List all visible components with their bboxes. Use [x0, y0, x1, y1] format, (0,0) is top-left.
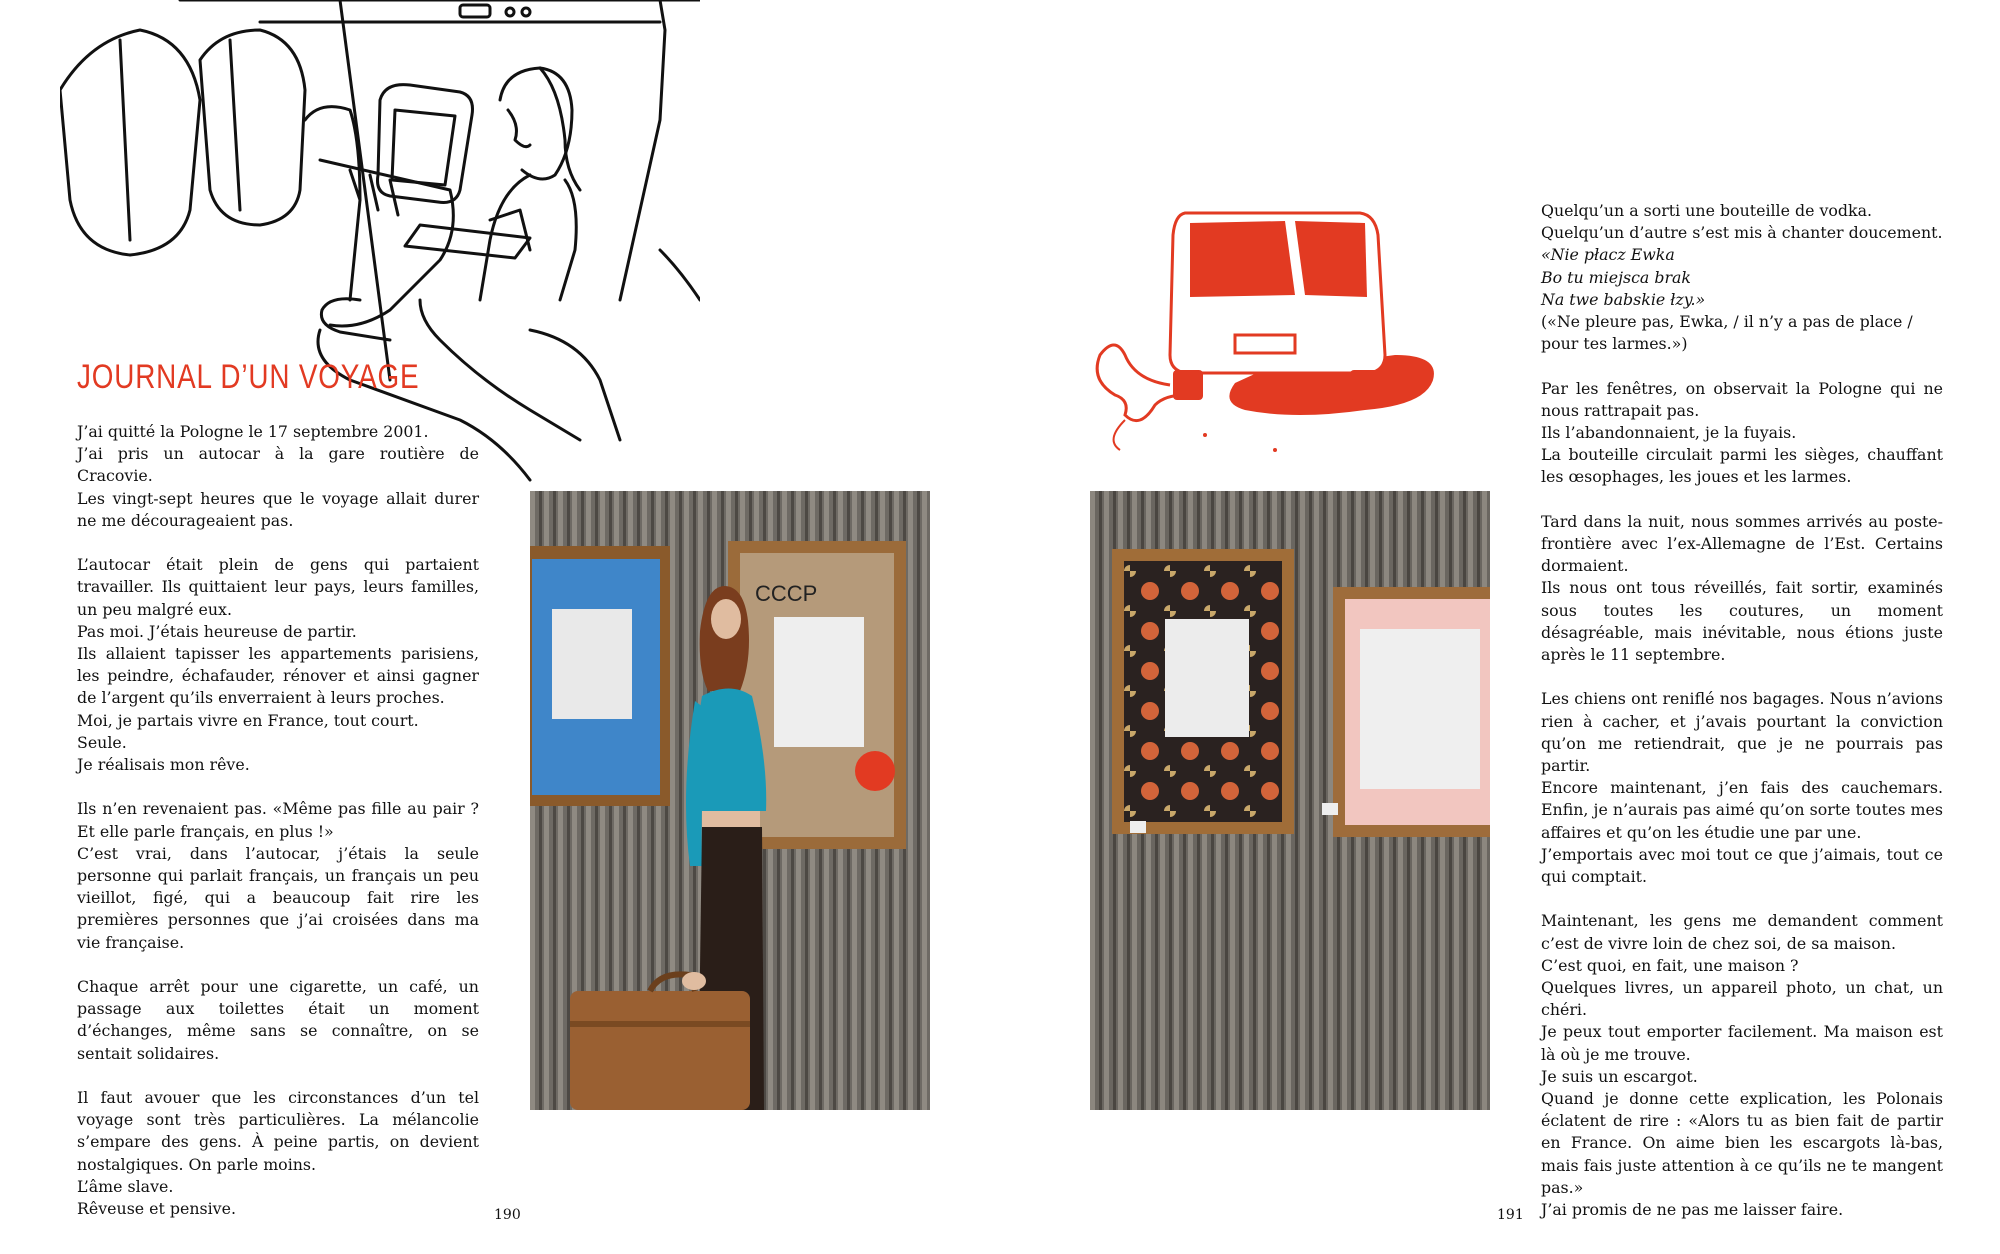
text-line: Ils allaient tapisser les appartements parisiens, les peindre, échafauder, rénover et ainsi gagner de l’argent qu’ils enverraient à leurs proches. [77, 644, 479, 708]
paragraph [1541, 200, 1943, 355]
text-line: Moi, je partais vivre en France, tout court. [77, 710, 419, 730]
song-lyric-line: Bo tu miejsca brak [1541, 267, 1692, 287]
text-line: Il faut avouer que les circonstances d’un tel voyage sont très particulières. La mélancolie s’empare des gens. À peine partis, on devient nostalgiques. On parle moins. [77, 1088, 479, 1174]
cccp-sign-text: CCCP [755, 581, 818, 606]
text-line: La bouteille circulait parmi les sièges, chauffant les œsophages, les joues et les larmes. [1541, 445, 1943, 487]
song-lyric-line: Na twe babskie łzy.» [1541, 289, 1706, 309]
text-line: Maintenant, les gens me demandent comment c’est de vivre loin de chez soi, de sa maison. [1541, 911, 1943, 953]
text-line: Rêveuse et pensive. [77, 1199, 236, 1219]
text-line: Quelqu’un d’autre s’est mis à chanter doucement. [1541, 223, 1943, 243]
text-line: Quand je donne cette explication, les Polonais éclatent de rire : «Alors tu as bien fait de partir en France. On aime bien les escargots là-bas, mais fais juste attention à ce qu’ils ne te mangent pas.» [1541, 1089, 1943, 1197]
text-line: J’emportais avec moi tout ce que j’aimais, tout ce qui comptait. [1541, 844, 1943, 887]
text-line: Ils n’en revenaient pas. «Même pas fille au pair ? Et elle parle français, en plus !» [77, 799, 479, 841]
paragraph [1541, 511, 1943, 666]
right-text-column [1541, 200, 1943, 1243]
article-title: JOURNAL D’UN VOYAGE [77, 358, 420, 396]
text-line: Par les fenêtres, on observait la Pologne qui ne nous rattrapait pas. [1541, 378, 1943, 420]
text-line: J’ai promis de ne pas me laisser faire. [1541, 1200, 1844, 1220]
paragraph [1541, 378, 1943, 489]
red-van-illustration [1095, 205, 1435, 465]
text-line: Je peux tout emporter facilement. Ma maison est là où je me trouve. [1541, 1022, 1943, 1064]
paragraph [1541, 688, 1943, 888]
text-line: Encore maintenant, j’en fais des cauchemars. Enfin, je n’aurais pas aimé qu’on sorte toutes mes affaires et qu’on les étudie une par une. [1541, 778, 1943, 842]
page-number: 190 [494, 1207, 521, 1223]
text-line: Pas moi. J’étais heureuse de partir. [77, 621, 357, 641]
paragraph [77, 798, 479, 953]
text-line: C’est quoi, en fait, une maison ? [1541, 955, 1799, 975]
text-line: L’autocar était plein de gens qui partaient travailler. Ils quittaient leur pays, leurs familles, un peu malgré eux. [77, 555, 479, 619]
text-line: Ils l’abandonnaient, je la fuyais. [1541, 423, 1797, 443]
text-line: Quelques livres, un appareil photo, un chat, un chéri. [1541, 978, 1943, 1020]
paragraph [77, 554, 479, 776]
text-line: Chaque arrêt pour une cigarette, un café, un passage aux toilettes était un moment d’échanges, même sans se connaître, on se sentait solidaires. [77, 977, 479, 1063]
left-text-column [77, 421, 479, 1242]
text-line: Quelqu’un a sorti une bouteille de vodka. [1541, 201, 1873, 220]
text-line: Seule. [77, 732, 127, 752]
paragraph [77, 421, 479, 532]
text-line: («Ne pleure pas, Ewka, / il n’y a pas de place / pour tes larmes.») [1541, 312, 1913, 354]
text-line: Les vingt-sept heures que le voyage allait durer ne me décourageaient pas. [77, 488, 479, 530]
text-line: Tard dans la nuit, nous sommes arrivés au poste-frontière avec l’ex-Allemagne de l’Est. Certains dormaient. [1541, 511, 1943, 576]
text-line: Je suis un escargot. [1541, 1066, 1698, 1086]
page-number: 191 [1497, 1207, 1524, 1223]
text-line: Ils nous ont tous réveillés, fait sortir, examinés sous toutes les coutures, un moment désagréable, mais inévitable, nous étions juste après le 11 septembre. [1541, 578, 1943, 665]
paragraph [77, 976, 479, 1065]
text-line: C’est vrai, dans l’autocar, j’étais la seule personne qui parlait français, un français un peu vieillot, figé, qui a beaucoup fait rire les premières personnes que j’ai croisées dans ma vie française. [77, 843, 479, 952]
photo-exhibition-wall [1090, 491, 1490, 1110]
text-line: J’ai quitté la Pologne le 17 septembre 2001. [77, 422, 429, 441]
right-page [1000, 0, 2000, 1254]
paragraph [1541, 910, 1943, 1221]
photo-woman-with-suitcase [530, 491, 930, 1110]
text-line: J’ai pris un autocar à la gare routière de Cracovie. [77, 444, 479, 486]
song-lyric-line: «Nie płacz Ewka [1541, 245, 1675, 265]
text-line: Les chiens ont reniflé nos bagages. Nous n’avions rien à cacher, et j’avais pourtant la conviction qu’on me retiendrait, que je ne pourrais pas partir. [1541, 689, 1943, 776]
text-line: L’âme slave. [77, 1176, 174, 1196]
text-line: Je réalisais mon rêve. [77, 755, 250, 775]
paragraph [77, 1087, 479, 1220]
